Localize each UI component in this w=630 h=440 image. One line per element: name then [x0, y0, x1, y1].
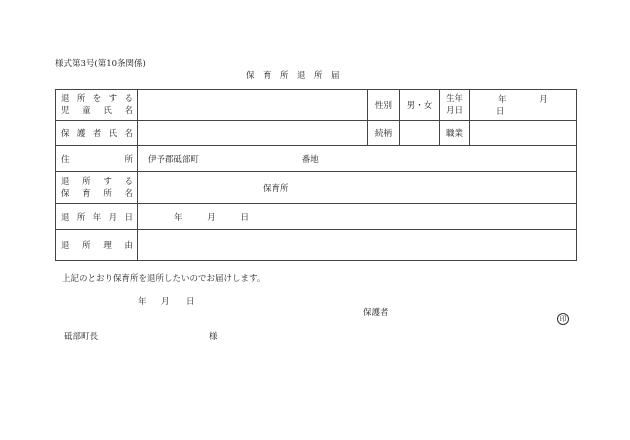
- address-label: 住 所: [56, 146, 138, 172]
- guardian-label: 保 護 者 氏 名: [56, 121, 138, 146]
- guardian-row: [56, 121, 577, 146]
- relation-label: 続柄: [368, 121, 400, 146]
- submit-year: 年: [138, 297, 147, 307]
- child-name-row: [56, 90, 577, 121]
- addressee: 砥部町長: [64, 332, 99, 342]
- gender-value[interactable]: 男・女: [400, 90, 440, 121]
- guardian-field[interactable]: [138, 121, 368, 146]
- child-name-label: 退 所 を す る 児 童 氏 名: [56, 90, 138, 121]
- submit-month: 月: [161, 297, 170, 307]
- reason-row: [56, 230, 577, 261]
- address-row: [56, 146, 577, 172]
- withdrawal-form-table: [55, 89, 577, 261]
- occupation-label: 職業: [440, 121, 470, 146]
- submit-day: 日: [186, 297, 195, 307]
- date-row: [56, 204, 577, 230]
- occupation-field[interactable]: [470, 121, 577, 146]
- guardian-signature-label: 保護者: [363, 308, 389, 318]
- page-title: 保 育 所 退 所 届: [246, 71, 340, 81]
- relation-field[interactable]: [400, 121, 440, 146]
- date-label: 退 所 年 月 日: [56, 204, 138, 230]
- birth-date-field[interactable]: 年 月 日: [470, 90, 577, 121]
- child-name-field[interactable]: [138, 90, 368, 121]
- date-field[interactable]: 年 月 日: [138, 204, 577, 230]
- reason-label: 退 所 理 由: [56, 230, 138, 261]
- gender-label: 性別: [368, 90, 400, 121]
- nursery-field[interactable]: 保育所: [138, 172, 577, 204]
- nursery-row: [56, 172, 577, 204]
- reason-field[interactable]: [138, 230, 577, 261]
- seal-icon: 印: [557, 306, 569, 325]
- birth-label: 生年 月日: [440, 90, 470, 121]
- statement-text: 上記のとおり保育所を退所したいのでお届けします。: [62, 274, 266, 284]
- honorific: 様: [209, 332, 218, 342]
- form-number: 様式第3号(第10条関係): [55, 59, 146, 69]
- address-field[interactable]: 伊予郡砥部町 番地: [138, 146, 577, 172]
- nursery-label: 退 所 す る 保 育 所 名: [56, 172, 138, 204]
